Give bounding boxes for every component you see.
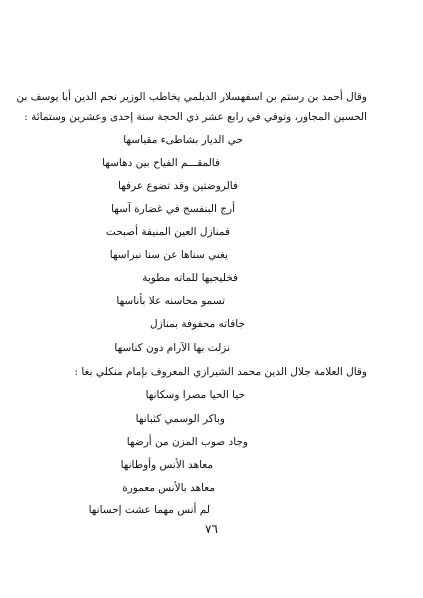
verse-line: معاهد الأنس وأوطانها — [120, 459, 213, 471]
page-number: ٧٦ — [205, 522, 218, 536]
intro-paragraph-1-line-2: الحسين المجاور، وتوفي في رابع عشر ذي الحجة سنة إحدى وعشرين وستمائة : — [24, 111, 367, 123]
verse-line: وجاد صوب المزن من أرضها — [126, 436, 248, 448]
intro-paragraph-2-line-1: وقال العلامة جلال الدين محمد الشيرازي المعروف بإمام منكلي بغا : — [74, 366, 367, 378]
verse-line: حي الديار بشاطىء مقياسها — [123, 134, 243, 146]
verse-line: لم أنس مهما عشت إحسانها — [88, 504, 210, 516]
verse-line: وباكر الوسمي كثبانها — [135, 413, 225, 425]
verse-line: حيا الحيا مصرا وسكانها — [145, 389, 245, 401]
intro-paragraph-1-line-1: وقال أحمد بن رستم بن اسفهسلار الديلمي يخاطب الوزير نجم الدين أبا يوسف بن — [16, 91, 367, 103]
verse-line: جافاته محفوفة بمنازل — [150, 318, 245, 330]
verse-line: تسمو محاسنه علا بأناسها — [116, 295, 225, 307]
verse-line: معاهد بالأنس معمورة — [122, 482, 215, 494]
verse-line: فالروضتين وقد تضوع عرفها — [118, 180, 238, 192]
verse-line: فخليجيها للماته مطوية — [142, 272, 238, 284]
verse-line: فمنازل العين المنيفة أصبحت — [105, 226, 230, 238]
verse-line: أرج البنفسج في غضارة آسها — [111, 203, 235, 215]
verse-line: فالمقـــم الفياح بين دهاسها — [102, 157, 220, 169]
verse-line: نزلت بها الآرام دون كناسها — [114, 342, 230, 354]
verse-line: يغني سناها عن سنا نبراسها — [109, 249, 228, 261]
